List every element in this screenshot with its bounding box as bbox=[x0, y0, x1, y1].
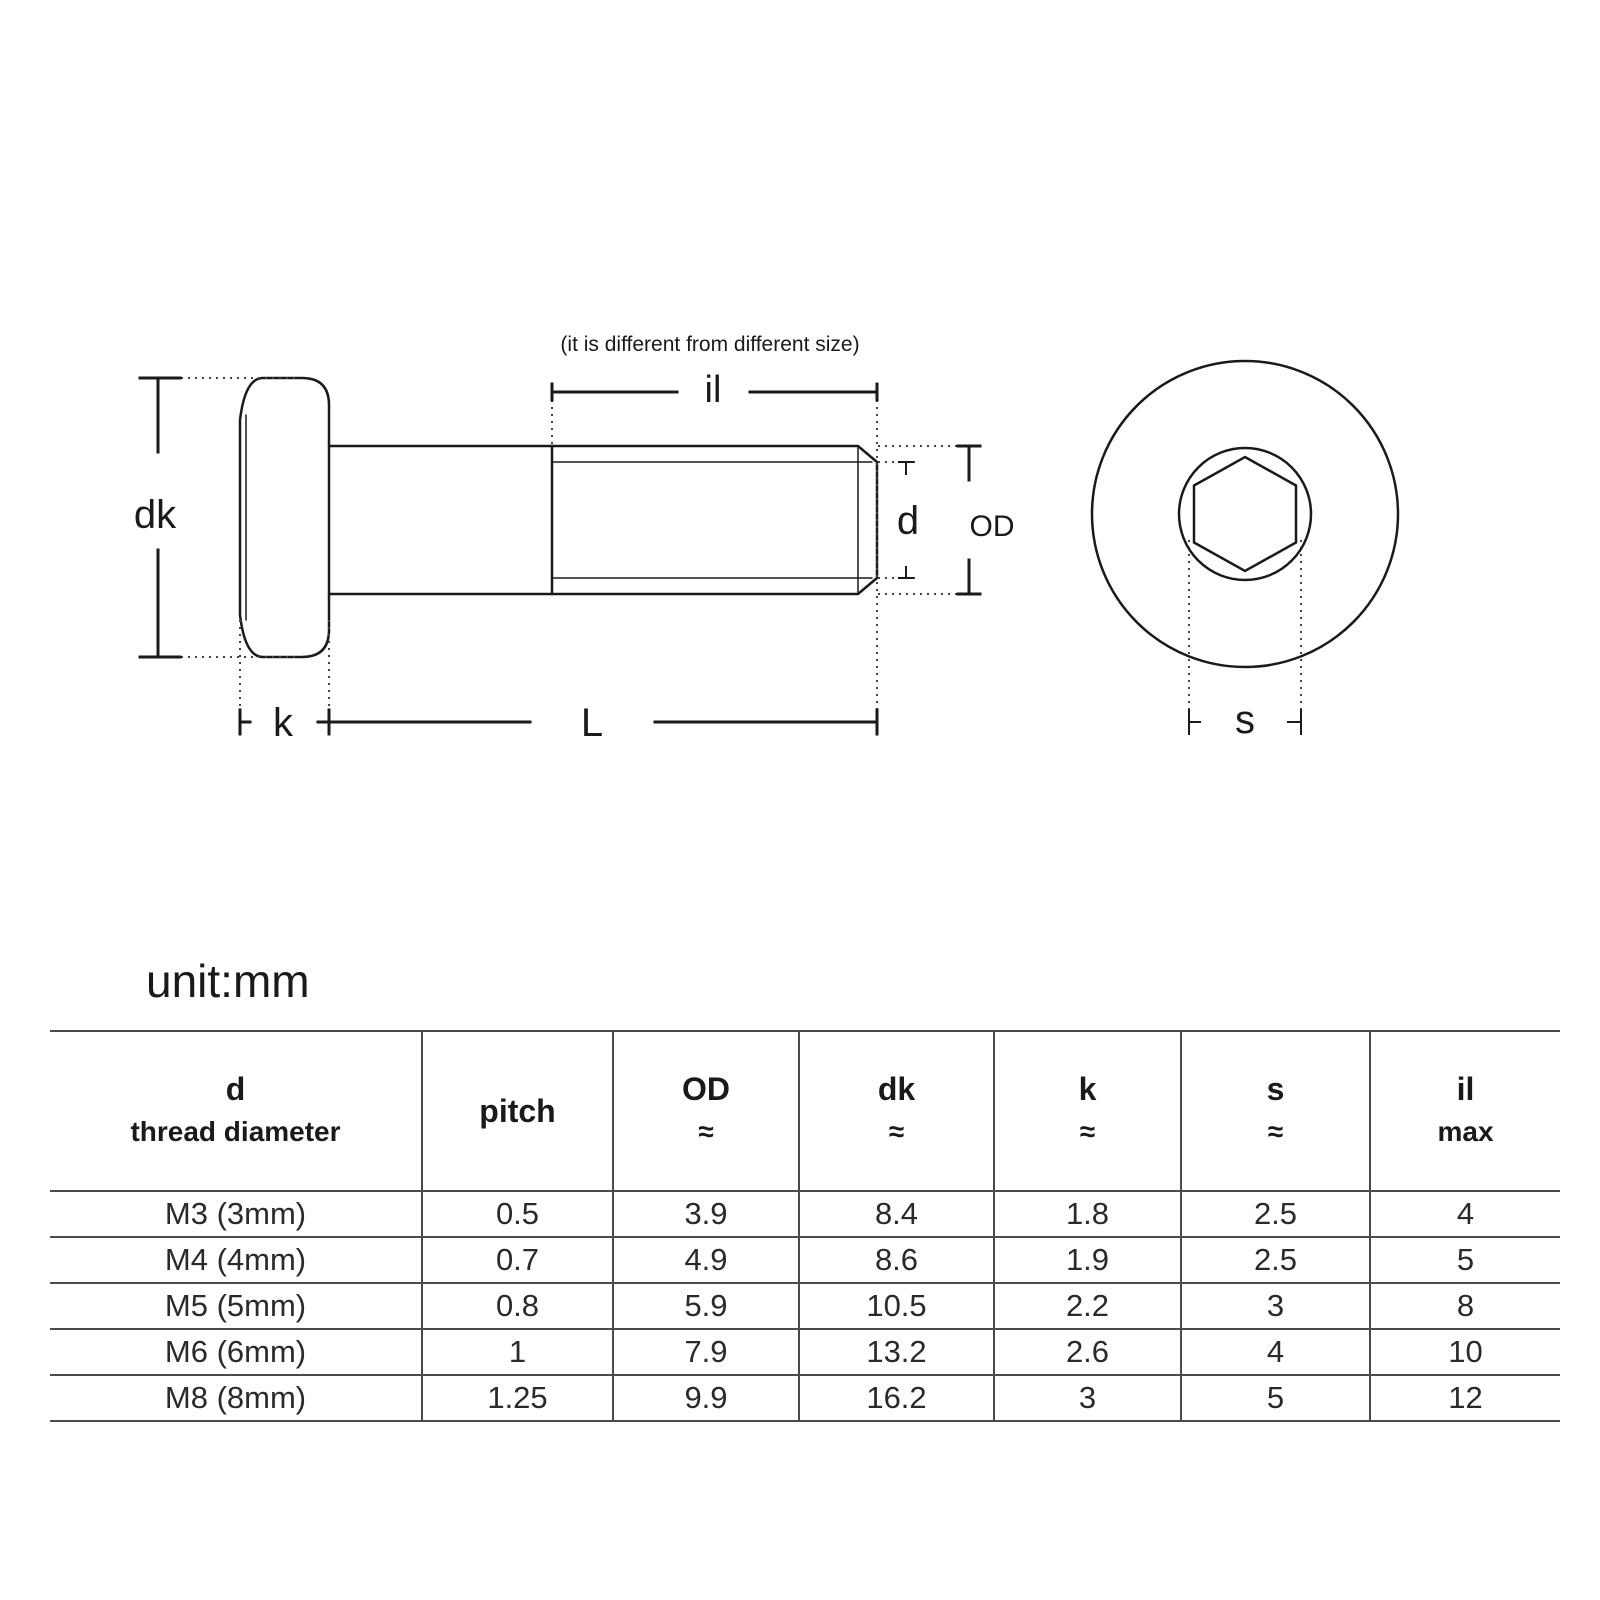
cell-pitch: 0.5 bbox=[422, 1191, 613, 1237]
cell-s: 5 bbox=[1181, 1375, 1370, 1421]
cell-d: M6 (6mm) bbox=[50, 1329, 422, 1375]
cell-pitch: 0.7 bbox=[422, 1237, 613, 1283]
header-od: OD ≈ bbox=[613, 1031, 799, 1191]
cell-il: 10 bbox=[1370, 1329, 1560, 1375]
head-end-view-circle bbox=[1092, 361, 1398, 667]
cell-pitch: 1.25 bbox=[422, 1375, 613, 1421]
header-s: s ≈ bbox=[1181, 1031, 1370, 1191]
table-row bbox=[50, 1375, 1560, 1421]
cell-od: 9.9 bbox=[613, 1375, 799, 1421]
table-row bbox=[50, 1191, 1560, 1237]
table-row bbox=[50, 1329, 1560, 1375]
table-header-row bbox=[50, 1031, 1560, 1191]
table-row bbox=[50, 1237, 1560, 1283]
cell-od: 7.9 bbox=[613, 1329, 799, 1375]
cell-s: 4 bbox=[1181, 1329, 1370, 1375]
bolt-head bbox=[240, 378, 329, 657]
cell-d: M5 (5mm) bbox=[50, 1283, 422, 1329]
hex-socket bbox=[1194, 457, 1296, 571]
header-il: il max bbox=[1370, 1031, 1560, 1191]
cell-dk: 8.6 bbox=[799, 1237, 994, 1283]
spec-table bbox=[50, 1030, 1560, 1422]
cell-k: 1.9 bbox=[994, 1237, 1181, 1283]
cell-il: 5 bbox=[1370, 1237, 1560, 1283]
size-note: (it is different from different size) bbox=[560, 333, 860, 356]
cell-d: M8 (8mm) bbox=[50, 1375, 422, 1421]
cell-d: M4 (4mm) bbox=[50, 1237, 422, 1283]
cell-od: 3.9 bbox=[613, 1191, 799, 1237]
cell-dk: 10.5 bbox=[799, 1283, 994, 1329]
cell-k: 2.6 bbox=[994, 1329, 1181, 1375]
label-k: k bbox=[273, 701, 293, 745]
cell-il: 8 bbox=[1370, 1283, 1560, 1329]
cell-d: M3 (3mm) bbox=[50, 1191, 422, 1237]
header-k: k ≈ bbox=[994, 1031, 1181, 1191]
header-pitch: pitch bbox=[422, 1031, 613, 1191]
cell-s: 2.5 bbox=[1181, 1237, 1370, 1283]
cell-dk: 16.2 bbox=[799, 1375, 994, 1421]
cell-k: 1.8 bbox=[994, 1191, 1181, 1237]
label-s: s bbox=[1235, 698, 1255, 742]
cell-il: 12 bbox=[1370, 1375, 1560, 1421]
unit-label: unit:mm bbox=[146, 955, 310, 1007]
cell-k: 2.2 bbox=[994, 1283, 1181, 1329]
label-dk: dk bbox=[133, 493, 177, 537]
cell-k: 3 bbox=[994, 1375, 1181, 1421]
cell-dk: 8.4 bbox=[799, 1191, 994, 1237]
cell-od: 4.9 bbox=[613, 1237, 799, 1283]
cell-pitch: 0.8 bbox=[422, 1283, 613, 1329]
cell-pitch: 1 bbox=[422, 1329, 613, 1375]
label-d: d bbox=[896, 499, 920, 543]
cell-il: 4 bbox=[1370, 1191, 1560, 1237]
header-d: d thread diameter bbox=[50, 1031, 422, 1191]
header-dk: dk ≈ bbox=[799, 1031, 994, 1191]
cell-s: 2.5 bbox=[1181, 1191, 1370, 1237]
bolt-shank bbox=[329, 446, 877, 594]
cell-s: 3 bbox=[1181, 1283, 1370, 1329]
table-row bbox=[50, 1283, 1560, 1329]
label-l: L bbox=[580, 701, 604, 745]
label-od: OD bbox=[969, 510, 1015, 543]
cell-od: 5.9 bbox=[613, 1283, 799, 1329]
socket-recess-circle bbox=[1179, 448, 1311, 580]
label-il: il bbox=[704, 369, 722, 411]
cell-dk: 13.2 bbox=[799, 1329, 994, 1375]
